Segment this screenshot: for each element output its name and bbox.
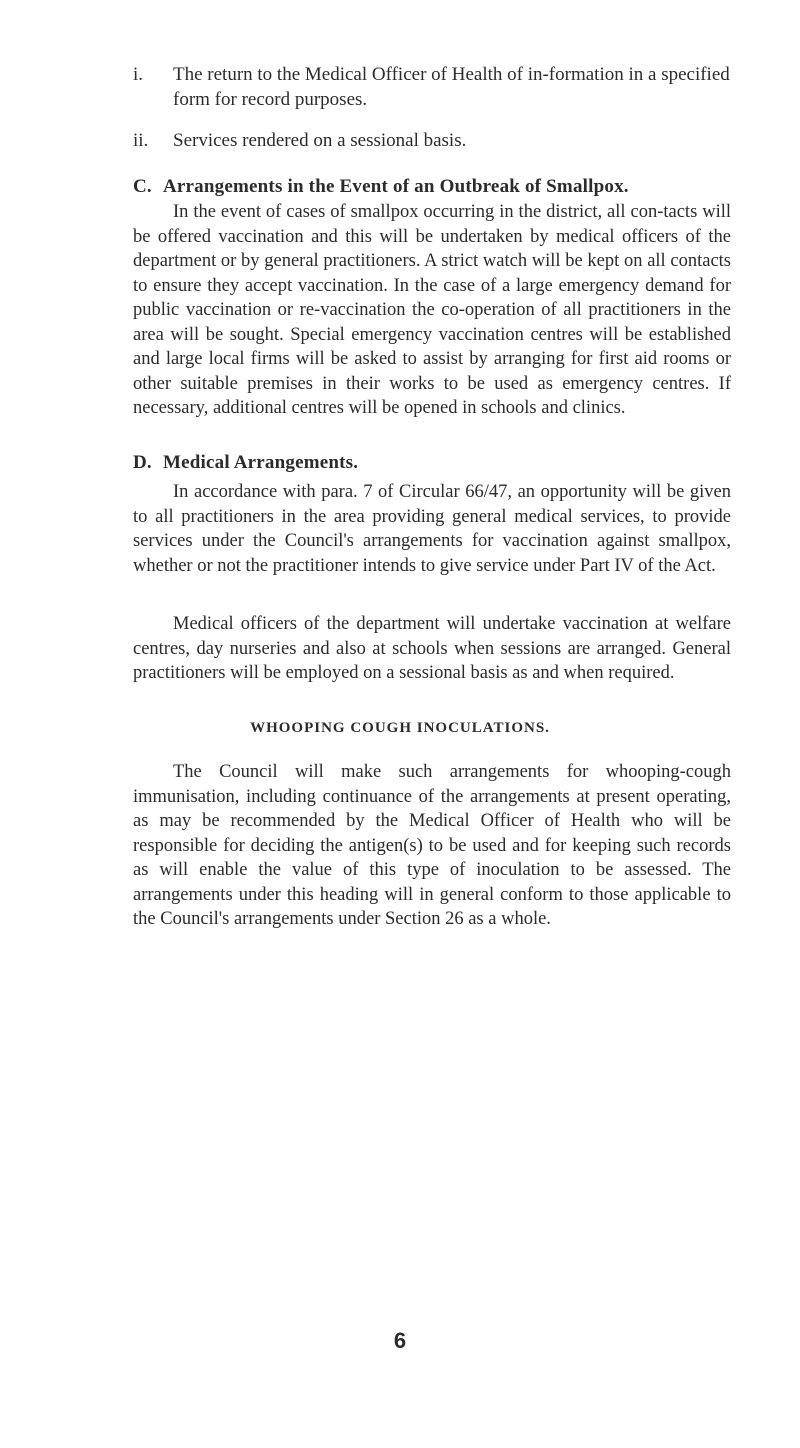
whooping-cough-paragraph: The Council will make such arrangements for whooping-cough immunisation, including continuance of the arrangements at present operating, as may be recommended by the Medical Officer of Health who will be responsible for deciding the antigen(s) to be used and for keeping such records as will enable the value of this type of inoculation to be assessed. The arrangements under this heading will in general conform to those applicable to the Council's arrangements under Section 26 as a whole. xyxy=(133,762,731,929)
section-c-heading xyxy=(133,176,629,198)
section-c-title: Arrangements in the Event of an Outbreak of Smallpox. xyxy=(163,176,629,197)
section-c-paragraph: In the event of cases of smallpox occurring in the district, all con-tacts will be offered vaccination and this will be undertaken by medical officers of the department or by general practitioners. A strict watch will be kept on all contacts to ensure they accept vaccination. In the case of a large emergency demand for public vaccination or re-vaccination the co-operation of all practitioners in the area will be sought. Special emergency vaccination centres will be established and large local firms will be asked to assist by arranging for first aid rooms or other suitable premises in their works to be used as emergency centres. If necessary, additional centres will be opened in schools and clinics. xyxy=(133,202,731,418)
section-d-paragraph-1: In accordance with para. 7 of Circular 66/47, an opportunity will be given to all practitioners in the area providing general medical services, to provide services under the Council's arrangements for vaccination against smallpox, whether or not the practitioner intends to give service under Part IV of the Act. xyxy=(133,482,731,576)
section-d-heading xyxy=(133,452,358,474)
section-d-letter: D. xyxy=(133,452,152,473)
list-item-number: i. xyxy=(133,64,144,85)
section-d-paragraph-2: Medical officers of the department will undertake vaccination at welfare centres, day nurseries and also at schools when sessions are arranged. General practitioners will be employed on a sessional basis as and when required. xyxy=(133,614,731,683)
section-d-title: Medical Arrangements. xyxy=(163,452,359,473)
whooping-cough-heading: WHOOPING COUGH INOCULATIONS. xyxy=(250,720,550,736)
section-c-letter: C. xyxy=(133,176,152,197)
list-item-text: Services rendered on a sessional basis. xyxy=(173,130,467,151)
page-number: 6 xyxy=(393,1328,407,1353)
list-item-number: ii. xyxy=(133,130,149,151)
list-item-text: The return to the Medical Officer of Health of in-formation in a specified form for record purposes. xyxy=(173,64,730,110)
